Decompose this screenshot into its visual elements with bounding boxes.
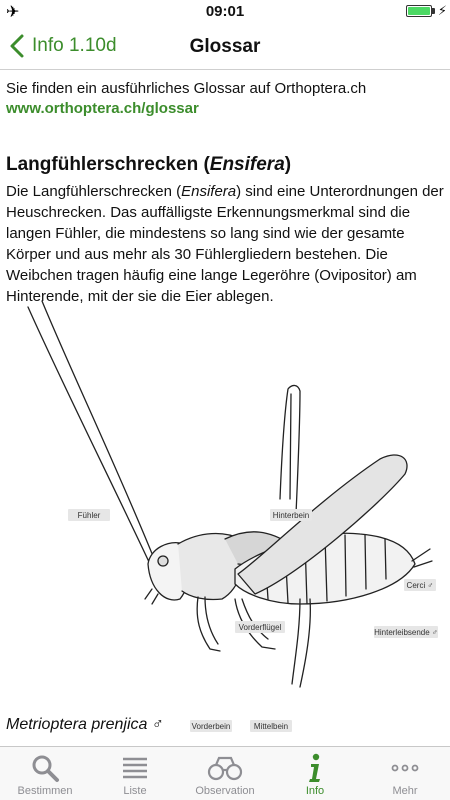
glossary-content[interactable] — [0, 71, 450, 746]
label-hinterbein-text: Hinterbein — [272, 511, 310, 520]
page-title: Glossar — [189, 36, 261, 57]
tab-liste[interactable] — [90, 747, 180, 800]
label-hinterbein — [270, 509, 312, 521]
info-icon — [300, 753, 330, 783]
section-title-italic: Ensifera — [209, 154, 285, 175]
label-fuehler — [68, 509, 110, 521]
tab-bar — [0, 746, 450, 800]
more-icon — [390, 753, 420, 783]
section-body-italic: Ensifera — [181, 183, 237, 200]
label-mittelbein — [250, 720, 292, 732]
label-cerci — [404, 579, 436, 591]
status-time: 09:01 — [205, 3, 245, 20]
binoculars-icon — [210, 753, 240, 783]
back-button-label: Info 1.10d — [32, 35, 117, 56]
tab-mehr[interactable] — [360, 747, 450, 800]
battery-icon — [406, 5, 432, 17]
label-mittelbein-text: Mittelbein — [253, 722, 289, 731]
tab-bestimmen-label: Bestimmen — [17, 785, 73, 797]
section-body-2: ) sind eine Unterordnungen der Heuschrecken. Das auffälligste Erkennungsmerkmal sind die langen Fühler, die mindestens so lang sind wie der gesamte Körper und aus mehr als 30 Fühlergliedern bestehen. Die Weibchen tragen häufig eine lange Legeröhre (Ovipositor) am Hinterende, mit der sie die Eier ablegen. — [6, 183, 444, 305]
status-bar — [0, 0, 450, 22]
label-cerci-text: Cerci ♂ — [406, 581, 434, 590]
section-body-1: Die Langfühlerschrecken ( — [6, 183, 182, 200]
label-vorderfluegel-text: Vorderflügel — [238, 623, 282, 632]
label-hinterleibsende-text: Hinterleibsende ♂ — [374, 628, 438, 637]
tab-observation[interactable] — [180, 747, 270, 800]
species-caption: Metrioptera prenjica ♂ — [6, 716, 164, 733]
tab-observation-label: Observation — [195, 785, 255, 797]
label-fuehler-text: Fühler — [77, 511, 101, 520]
magnifier-icon — [30, 753, 60, 783]
charging-icon: ⚡ — [437, 3, 447, 18]
tab-mehr-label: Mehr — [392, 785, 418, 797]
label-vorderbein — [190, 720, 232, 732]
label-hinterleibsende — [374, 626, 438, 638]
section-body — [6, 181, 444, 307]
section-title-main: Langfühlerschrecken ( — [6, 154, 210, 175]
tab-liste-label: Liste — [123, 785, 147, 797]
tab-bestimmen[interactable] — [0, 747, 90, 800]
section-title — [6, 153, 444, 177]
intro-block — [0, 71, 450, 119]
glossary-link[interactable]: www.orthoptera.ch/glossar — [6, 100, 199, 117]
label-vorderbein-text: Vorderbein — [191, 722, 231, 731]
battery-tip — [432, 8, 435, 14]
airplane-mode-icon: ✈ — [6, 4, 20, 21]
label-vorderfluegel — [235, 621, 285, 633]
section-title-end: ) — [284, 154, 292, 175]
tab-info-label: Info — [305, 785, 325, 797]
intro-text: Sie finden ein ausführliches Glossar auf Orthoptera.ch — [6, 80, 367, 97]
list-icon — [120, 753, 150, 783]
tab-info[interactable] — [270, 747, 360, 800]
navigation-bar — [0, 22, 450, 70]
